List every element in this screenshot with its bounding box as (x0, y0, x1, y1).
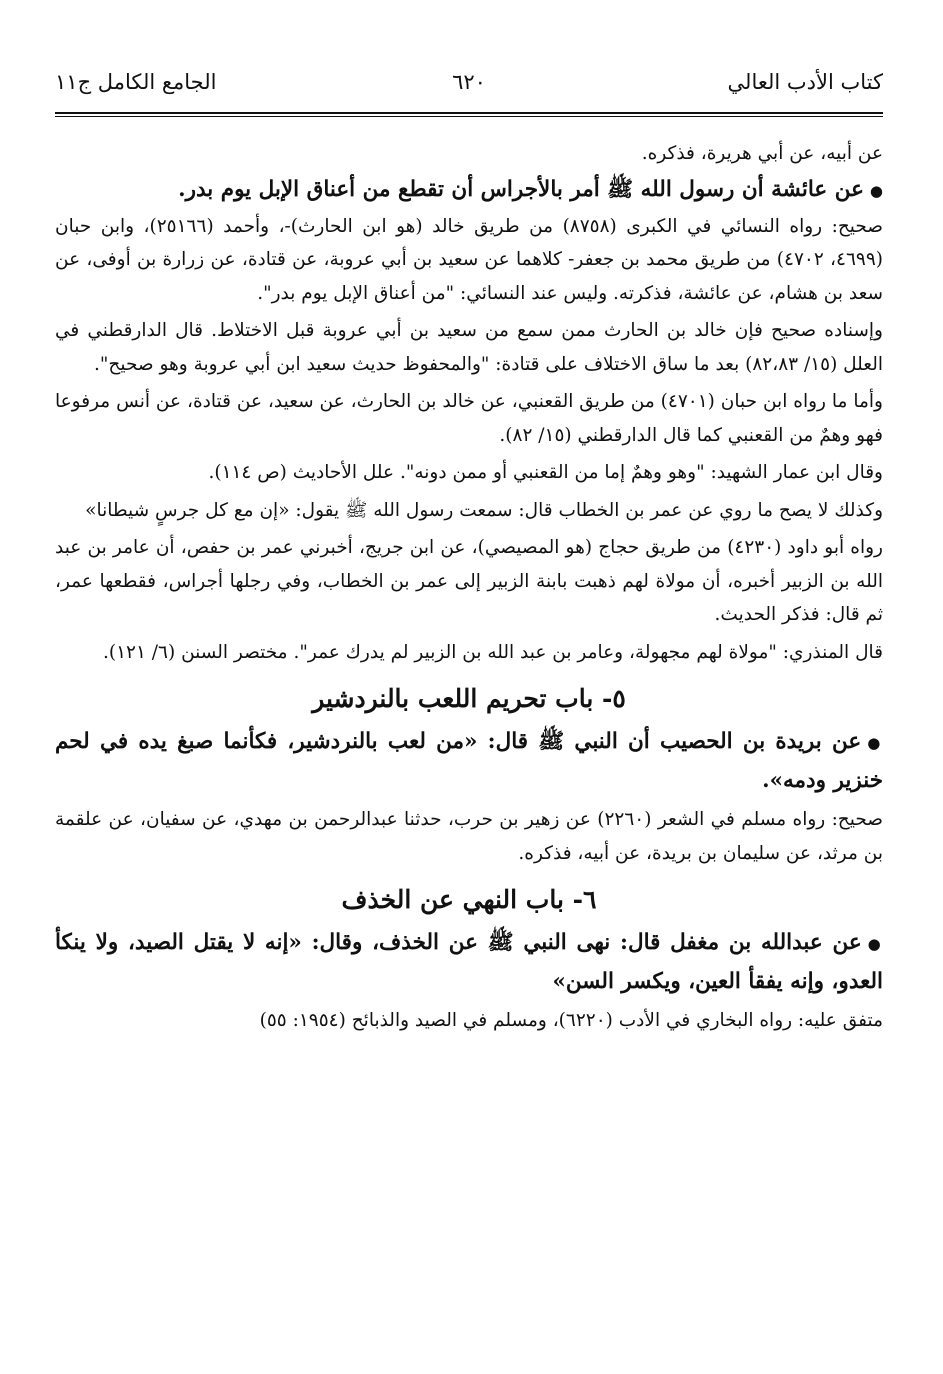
hadith-content: عن عائشة أن رسول الله ﷺ أمر بالأجراس أن تقطع من أعناق الإبل يوم بدر. (178, 176, 864, 202)
chapter-heading-6: ٦- باب النهي عن الخذف (341, 885, 597, 914)
takhrij-paragraph: متفق عليه: رواه البخاري في الأدب (٦٢٢٠)، ومسلم في الصيد والذبائح (١٩٥٤: ٥٥) (259, 1010, 883, 1031)
text-paragraph: رواه أبو داود (٤٢٣٠) من طريق حجاج (هو المصيصي)، عن ابن جريج، أخبرني عمر بن حفص، أن عامر بن عبد الله بن الزبير أخبره، أن مولاة لهم ذهبت بابنة الزبير إلى عمر بن الخطاب، وفي رجلها أجراس، فقطعها عمر، ثم قال: فذكر الحديث. (55, 537, 883, 625)
bullet-icon: ● (867, 734, 883, 752)
takhrij-paragraph: صحيح: رواه النسائي في الكبرى (٨٧٥٨) من طريق خالد (هو ابن الحارث)-، وأحمد (٢٥١٦٦)، وابن حبان (٤٦٩٩، ٤٧٠٢) من طريق محمد بن جعفر- كلاهما عن سعيد بن أبي عروبة، عن قتادة، عن زرارة بن أوفى، عن سعد بن هشام، عن عائشة، فذكرته. وليس عند النسائي: "من أعناق الإبل يوم بدر". (55, 215, 883, 304)
book-page (55, 62, 883, 1352)
volume-title: الجامع الكامل ج١١ (55, 70, 217, 94)
bullet-icon: ● (869, 181, 883, 200)
text-paragraph: وقال ابن عمار الشهيد: "وهو وهمٌ إما من القعنبي أو ممن دونه". علل الأحاديث (ص ١١٤). (208, 462, 883, 483)
header-rule (55, 112, 883, 117)
text-paragraph: وكذلك لا يصح ما روي عن عمر بن الخطاب قال: سمعت رسول الله ﷺ يقول: «إن مع كل جرسٍ شيطانا» (85, 499, 883, 521)
book-title: كتاب الأدب العالي (727, 70, 883, 94)
hadith-content: عن بريدة بن الحصيب أن النبي ﷺ قال: «من لعب بالنردشير، فكأنما صبغ يده في لحم خنزير ودمه». (55, 729, 883, 793)
chapter-heading-5: ٥- باب تحريم اللعب بالنردشير (312, 684, 626, 713)
takhrij-paragraph: صحيح: رواه مسلم في الشعر (٢٢٦٠) عن زهير بن حرب، حدثنا عبدالرحمن بن مهدي، عن سفيان، عن علقمة بن مرثد، عن سليمان بن بريدة، عن أبيه، فذكره. (55, 809, 883, 864)
page-number: ٦٢٠ (452, 70, 486, 94)
page-body (55, 137, 883, 1038)
hadith-text (55, 723, 883, 799)
hadith-content: عن عبدالله بن مغفل قال: نهى النبي ﷺ عن الخذف، وقال: «إنه لا يقتل الصيد، ولا ينكأ العدو، وإنه يفقأ العين، ويكسر السن» (55, 930, 883, 994)
text-paragraph: وإسناده صحيح فإن خالد بن الحارث ممن سمع من سعيد بن أبي عروبة قبل الاختلاط. قال الدارقطني في العلل (١٥/ ٨٢،٨٣) بعد ما ساق الاختلاف على قتادة: "والمحفوظ حديث سعيد ابن أبي عروبة وهو صحيح". (55, 320, 883, 375)
bullet-icon: ● (867, 935, 883, 953)
hadith-text (55, 924, 883, 1000)
text-paragraph: عن أبيه، عن أبي هريرة، فذكره. (641, 143, 883, 164)
text-paragraph: وأما ما رواه ابن حبان (٤٧٠١) من طريق القعنبي، عن خالد بن الحارث، عن سعيد، عن قتادة، عن أنس مرفوعا فهو وهمٌ من القعنبي كما قال الدارقطني (١٥/ ٨٢). (55, 391, 883, 446)
page-header (55, 62, 883, 110)
hadith-text (55, 171, 883, 210)
text-paragraph: قال المنذري: "مولاة لهم مجهولة، وعامر بن عبد الله بن الزبير لم يدرك عمر". مختصر السنن (٦/ ١٢١). (103, 641, 883, 663)
